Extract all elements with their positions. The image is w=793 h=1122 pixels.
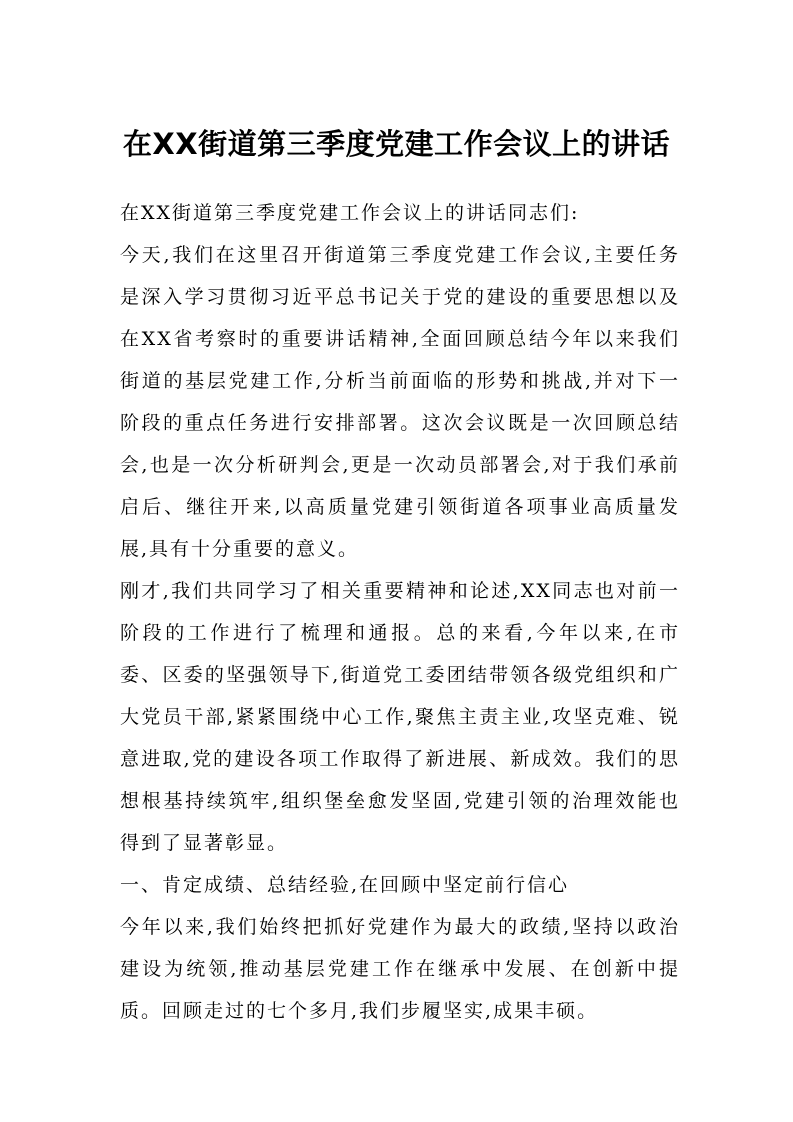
paragraph-intro: 今天,我们在这里召开街道第三季度党建工作会议,主要任务是深入学习贯彻习近平总书记关于党的建设的重要思想以及在XX省考察时的重要讲话精神,全面回顾总结今年以来我们街道的基层党建工作,分析当前面临的形势和挑战,并对下一阶段的重点任务进行安排部署。这次会议既是一次回顾总结会,也是一次分析研判会,更是一次动员部署会,对于我们承前启后、继往开来,以高质量党建引领街道各项事业高质量发展,具有十分重要的意义。 <box>120 244 680 560</box>
paragraph-section-1: 今年以来,我们始终把抓好党建作为最大的政绩,坚持以政治建设为统领,推动基层党建工作在继承中发展、在创新中提质。回顾走过的七个多月,我们步履坚实,成果丰硕。 <box>120 916 680 1022</box>
section-heading-1: 一、肯定成绩、总结经验,在回顾中坚定前行信心 <box>120 874 570 896</box>
paragraph-greeting: 在XX街道第三季度党建工作会议上的讲话同志们: <box>120 202 580 224</box>
paragraph-review: 刚才,我们共同学习了相关重要精神和论述,XX同志也对前一阶段的工作进行了梳理和通报。总的来看,今年以来,在市委、区委的坚强领导下,街道党工委团结带领各级党组织和广大党员干部,紧紧围绕中心工作,聚焦主责主业,攻坚克难、锐意进取,党的建设各项工作取得了新进展、新成效。我们的思想根基持续筑牢,组织堡垒愈发坚固,党建引领的治理效能也得到了显著彰显。 <box>120 580 680 854</box>
document-title: 在XX街道第三季度党建工作会议上的讲话 <box>122 127 671 161</box>
document-body <box>120 192 680 1032</box>
